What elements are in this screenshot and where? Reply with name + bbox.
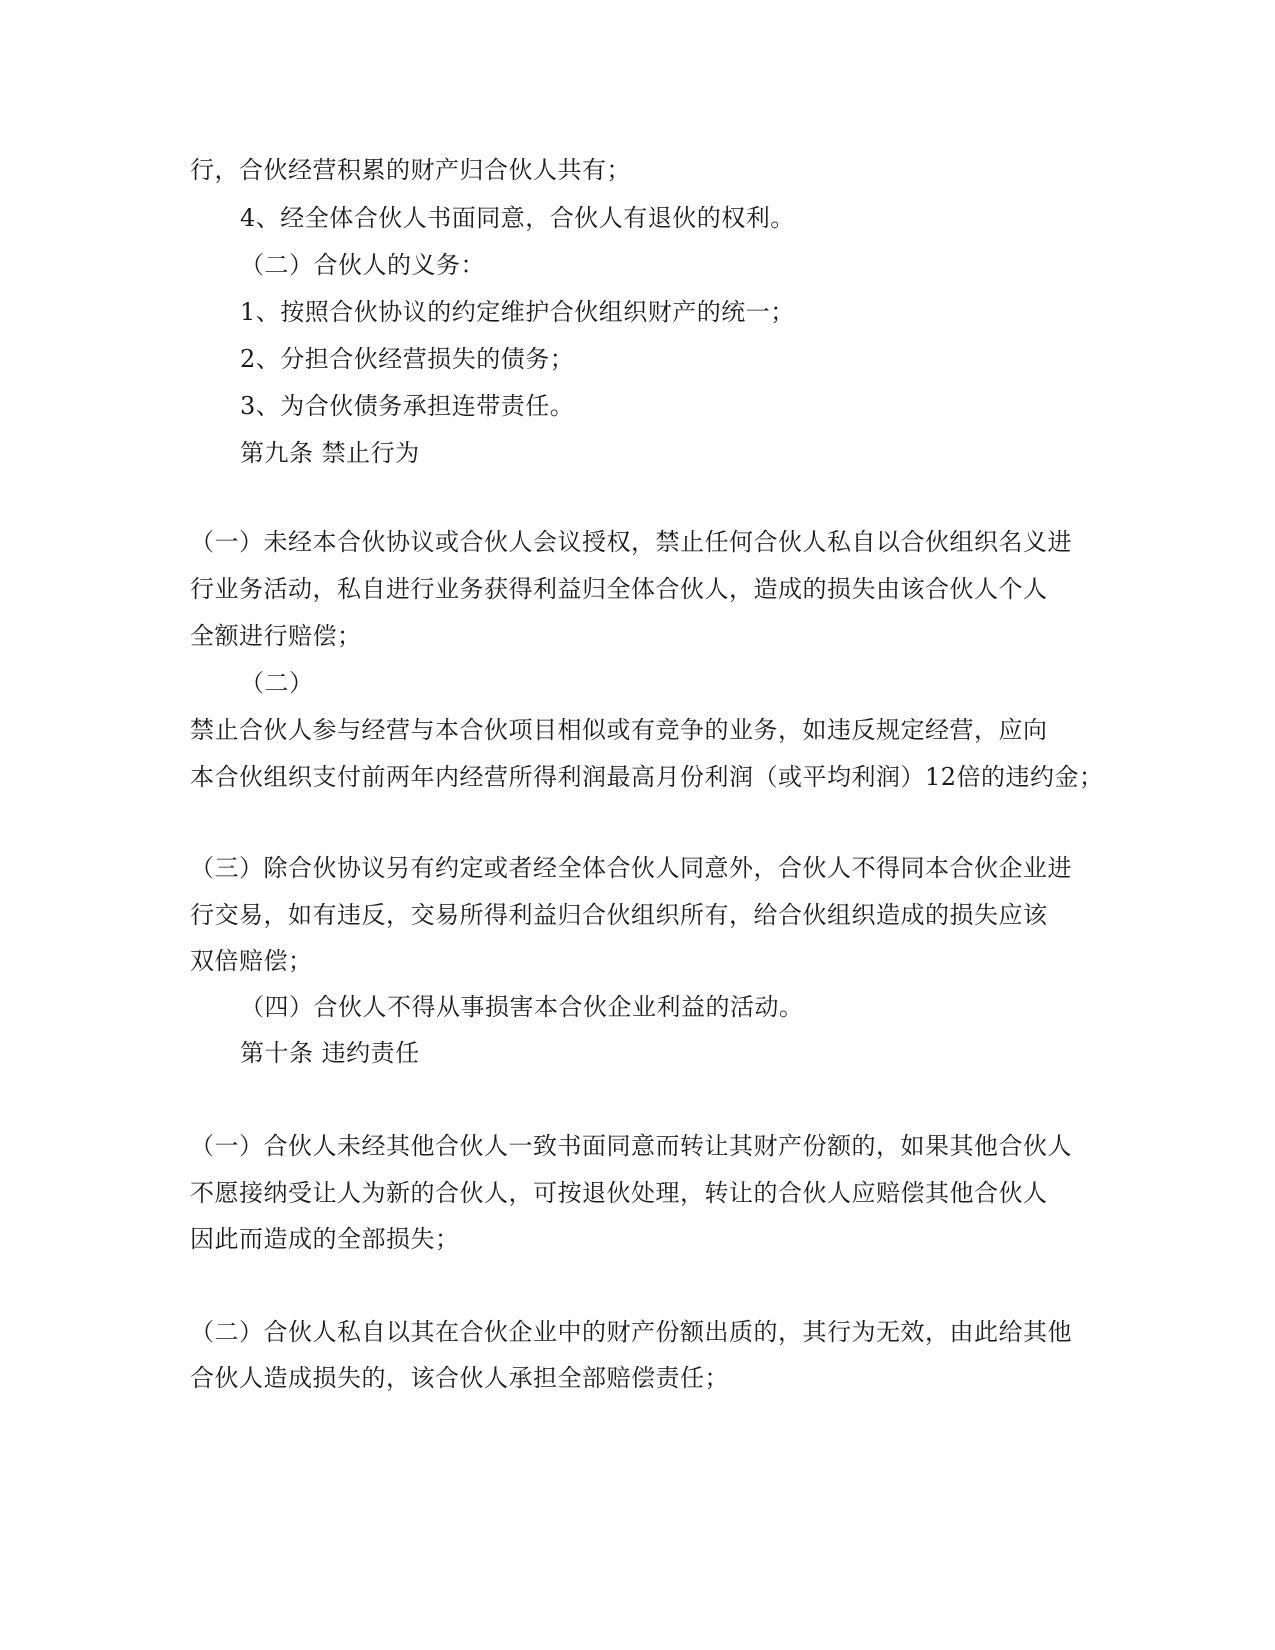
text-line: （二）合伙人的义务： — [240, 251, 485, 279]
text-line: 行交易，如有违反，交易所得利益归合伙组织所有，给合伙组织造成的损失应该 — [190, 901, 1048, 929]
text-line: 禁止合伙人参与经营与本合伙项目相似或有竞争的业务，如违反规定经营，应向 — [190, 716, 1048, 744]
text-line: 4、经全体合伙人书面同意，合伙人有退伙的权利。 — [240, 204, 795, 232]
text-line: 3、为合伙债务承担连带责任。 — [240, 392, 575, 420]
text-line: （三）除合伙协议另有约定或者经全体合伙人同意外，合伙人不得同本合伙企业进 — [190, 854, 1072, 882]
text-line: 1、按照合伙协议的约定维护合伙组织财产的统一； — [240, 298, 795, 326]
text-line: （二）合伙人私自以其在合伙企业中的财产份额出质的，其行为无效，由此给其他 — [190, 1318, 1072, 1346]
text-line: 不愿接纳受让人为新的合伙人，可按退伙处理，转让的合伙人应赔偿其他合伙人 — [190, 1179, 1048, 1207]
text-line: 2、分担合伙经营损失的债务； — [240, 345, 575, 373]
text-line: （二） — [240, 669, 314, 697]
text-line: 行业务活动，私自进行业务获得利益归全体合伙人，造成的损失由该合伙人个人 — [190, 575, 1048, 603]
text-line: （四）合伙人不得从事损害本合伙企业利益的活动。 — [240, 993, 804, 1021]
section-heading: 第十条 违约责任 — [240, 1039, 420, 1067]
section-heading: 第九条 禁止行为 — [240, 439, 420, 467]
text-line: 双倍赔偿； — [190, 947, 313, 975]
text-line: 合伙人造成损失的，该合伙人承担全部赔偿责任； — [190, 1364, 729, 1392]
text-line: （一）未经本合伙协议或合伙人会议授权，禁止任何合伙人私自以合伙组织名义进 — [190, 528, 1072, 556]
text-line: 全额进行赔偿； — [190, 622, 362, 650]
text-line: 因此而造成的全部损失； — [190, 1225, 460, 1253]
text-line: 本合伙组织支付前两年内经营所得利润最高月份利润（或平均利润）12倍的违约金； — [190, 763, 1104, 791]
text-line: 行，合伙经营积累的财产归合伙人共有； — [190, 156, 631, 184]
text-line: （一）合伙人未经其他合伙人一致书面同意而转让其财产份额的，如果其他合伙人 — [190, 1132, 1072, 1160]
